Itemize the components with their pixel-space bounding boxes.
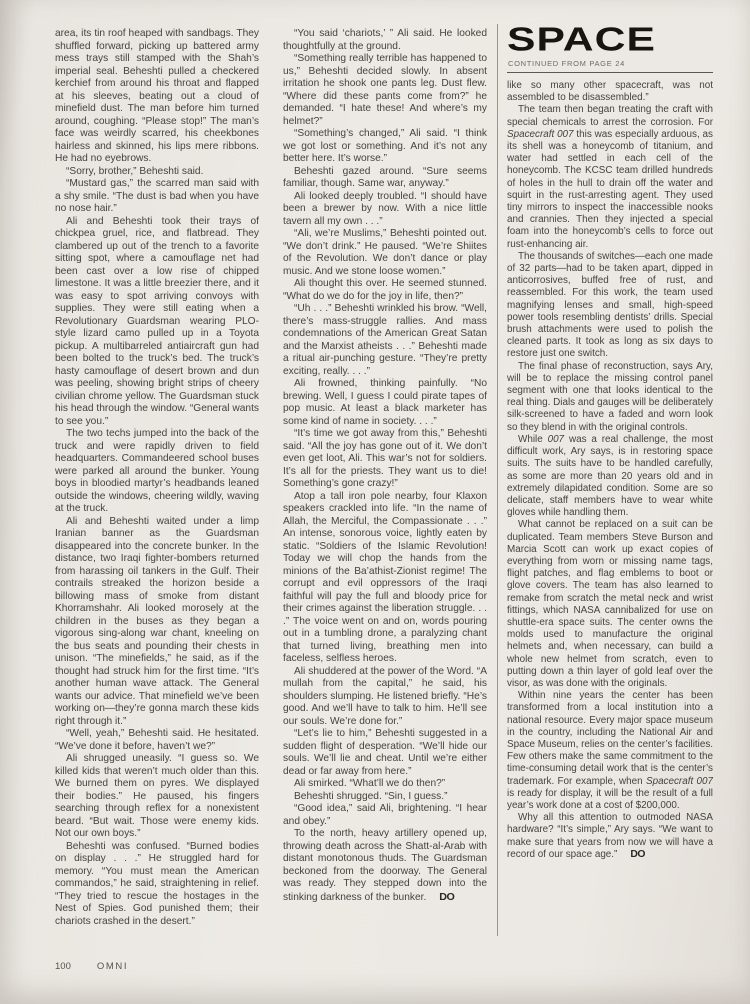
paragraph: The final phase of reconstruction, says Ary, will be to replace the missing control panel segment with one that looks identical to the real thing. Dials and gauges will be deliberately silk-screened to have a faded and worn look so they blend in with the original controls. xyxy=(507,360,713,433)
story-column-2 xyxy=(283,28,487,970)
paragraph: “Sorry, brother,” Beheshti said. xyxy=(66,165,204,177)
paragraph: “Uh . . .” Beheshti wrinkled his brow. “Well, there’s mass-struggle rallies. And mass condemnations of the American Great Satan and the Marxist atheists . . .” Beheshti made a ritual air-punching gesture. “They’re pretty exciting, really. . . .” xyxy=(283,303,487,377)
paragraph: Beheshti gazed around. “Sure seems familiar, though. Same war, anyway.” xyxy=(283,165,487,189)
paragraph: Ali looked deeply troubled. “I should have been a brewer by now. With a nice little tavern all my own . . .” xyxy=(283,190,487,227)
paragraph: The team then began treating the craft with special chemicals to arrest the corrosion. For Spacecraft 007 this was especially arduous, as its shell was a honeycomb of titanium, and water had settled in each cell of the honeycomb. The KCSC team drilled hundreds of holes in the hull to drain off the water and squirt in the rust-arresting agent. They used tiny mirrors to inspect the inaccessible nooks and crannies. Then they injected a special foam into the honeycomb’s cells to force out rust-enhancing air. xyxy=(507,104,713,250)
column-divider-rule xyxy=(497,24,498,936)
paragraph: “You said ‘chariots,’ ” Ali said. He looked thoughtfully at the ground. xyxy=(283,28,487,52)
paragraph: Ali smirked. “What’ll we do then?” xyxy=(294,778,446,789)
continued-from-line: CONTINUED FROM PAGE 24 xyxy=(508,59,625,68)
paragraph: The two techs jumped into the back of the truck and were rapidly driven to field headquarters. Commandeered school buses were parked all around the bunker. Young boys in bloodied martyr’s headbands leaned outside the windows, cheering wildly, waving at the truck. xyxy=(55,428,259,514)
paragraph: Atop a tall iron pole nearby, four Klaxon speakers crackled into life. “In the name of Allah, the Merciful, the Compassionate . . .” An intense, sonorous voice, lightly eaten by static. “Soldiers of the Islamic Revolution! Today we will chop the hands from the minions of the Ba’athist-Zionist regime! The corrupt and evil oppressors of the Iraqi faithful will pay the full and bloody price for their crimes against the liberation struggle. . . .” The voice went on and on, words pouring out in a tumbling drone, a paralyzing chant that turned living, breathing men into faceless, selfless heroes. xyxy=(283,490,487,664)
paragraph: What cannot be replaced on a suit can be duplicated. Team members Steve Burson and Marcia Scott can work up exact copies of everything from worn or missing name tags, flight patches, and flag emblems to boot or glove covers. The team has also learned to remake from scratch the metal neck and wrist fittings, which NASA cannibalized for use on shuttle-era space suits. The center owns the molds used to manufacture the original helmets and, when necessary, can build a whole new helmet from scratch, even to putting down a thin layer of gold leaf over the visor, as was done with the originals. xyxy=(507,519,713,689)
paragraph: Beheshti was confused. “Burned bodies on display . . .” He struggled hard for memory. “You must mean the American commandos,” he said, straightening in relief. “They tried to rescue the hostages in the Nest of Spies. God punished them; their chariots crashed in the desert.” xyxy=(55,840,259,927)
paragraph: “Mustard gas,” the scarred man said with a shy smile. “The dust is bad when you have no nose hair.” xyxy=(55,178,259,214)
paragraph: Beheshti shrugged. “Sin, I guess.” xyxy=(294,790,448,802)
paragraph: “Good idea,” said Ali, brightening. “I hear and obey.” xyxy=(283,803,487,827)
paragraph: “Ali, we’re Muslims,” Beheshti pointed out. “We don’t drink.” He paused. “We’re Shiites of the Revolution. We don’t dance or play music. And we stone loose women.” xyxy=(283,228,487,277)
paragraph: “Let’s lie to him,” Beheshti suggested in a sudden flight of desperation. “We’ll hide our souls. We’ll lie and cheat. Until we’re either dead or far away from here.” xyxy=(283,728,487,777)
paragraph: “Well, yeah,” Beheshti said. He hesitated. “We’ve done it before, haven’t we?” xyxy=(55,728,259,752)
page-footer xyxy=(55,961,128,972)
paragraph: While 007 was a real challenge, the most difficult work, Ary says, is in restoring space suits. The suits have to be handled carefully, as some are more than 20 years old and in extremely dilapidated condition. Some are so delicate, staff members have to wear white gloves while handling them. xyxy=(507,433,713,519)
paragraph: Ali frowned, thinking painfully. “No brewing. Well, I guess I could pirate tapes of pop music. At least a black marketer has some kind of name in society. . . .” xyxy=(283,378,487,427)
section-title-space: SPACE xyxy=(507,22,656,58)
paragraph: Ali and Beheshti waited under a limp Iranian banner as the Guardsman disappeared into the concrete bunker. In the distance, two Iraqi fighter-bombers returned from harassing oil tankers in the Gulf. Their contrails streaked the horizon beside a billowing mass of smoke from distant Khorramshahr. Ali looked morosely at the children in the buses as they began a vigorous sing-along war chant, kneeling on the bus seats and pounding their chests in unison. “The minefields,” he said, as if the thought had struck him for the first time. “It’s another human wave attack. The General wants our advice. That minefield we’ve been working on—they’re gonna march these kids right through it.” xyxy=(55,515,259,727)
story-column-1 xyxy=(55,28,259,956)
end-of-article-icon: DO xyxy=(630,849,645,860)
magazine-name: OMNI xyxy=(96,961,129,972)
article-text xyxy=(507,80,713,861)
paragraph: Ali shuddered at the power of the Word. “A mullah from the capital,” he said, his shoulders slumping. He listened briefly. “He’s good. And we’ll have to talk to him. He’ll see our souls. We’re done for.” xyxy=(283,665,487,727)
paragraph: “It’s time we got away from this,” Beheshti said. “All the joy has gone out of it. We don’t even get loot, Ali. This war’s not for soldiers. It’s all for the priests. They want us to die! Something’s gone crazy!” xyxy=(283,428,487,489)
paragraph: “Something really terrible has happened to us,” Beheshti decided slowly. In absent irritation he shook one pants leg. Dust flew. “Where did these pants come from?” he demanded. “I hate these! And where’s my helmet?” xyxy=(283,53,487,127)
paragraph: The thousands of switches—each one made of 32 parts—had to be taken apart, dipped in anticorrosives, buffed free of rust, and reassembled. For this work, the team used magnifying lenses and small, high-speed power tools resembling dentists’ drills. Special brush attachments were used to polish the cleaned parts. It took as long as six days to restore just one switch. xyxy=(507,250,713,360)
paragraph: Within nine years the center has been transformed from a local institution into a national resource. Every major space museum in the country, including the National Air and Space Museum, relies on the center’s facilities. Few others make the same commitment to the time-consuming detail work that is the center’s trademark. For example, when Spacecraft 007 is ready for display, it will be the result of a full year’s work done at a cost of $200,000. xyxy=(507,690,713,811)
header-rule xyxy=(507,72,713,73)
paragraph: To the north, heavy artillery opened up, throwing death across the Shatt-al-Arab with distant monotonous thuds. The Guardsman beckoned from the doorway. The General was ready. They stepped down into the stinking darkness of the bunker. DO xyxy=(283,828,487,903)
paragraph: “Something’s changed,” Ali said. “I think we got lost or something. And it’s not any better here. It’s worse.” xyxy=(283,128,487,164)
end-of-article-icon: DO xyxy=(439,891,455,903)
paragraph: Why all this attention to outmoded NASA hardware? “It’s simple,” Ary says. “We want to make sure that years from now we will have a record of our space age.” DO xyxy=(507,812,713,860)
paragraph: Ali thought this over. He seemed stunned. “What do we do for the joy in life, then?” xyxy=(283,278,487,302)
paragraph: area, its tin roof heaped with sandbags. They shuffled forward, picking up battered army mess trays still stamped with the Shah’s imperial seal. Beheshti pulled a checkered kerchief from around his throat and flapped at his sleeves, beating out a cloud of minefield dust. The man before him turned around, coughing. “Please stop!” The man’s face was weirdly scarred, his cheekbones hairless and skinned, his lips mere ribbons. He had no eyebrows. xyxy=(55,28,259,164)
article-column xyxy=(507,22,713,967)
paragraph: Ali shrugged uneasily. “I guess so. We killed kids that weren’t much older than this. We burned them on pyres. We displayed their bodies.” He paused, his fingers searching through reflex for a nonexistent beard. “But wait. Those were enemy kids. Not our own boys.” xyxy=(55,753,259,839)
page-number: 100 xyxy=(55,961,71,972)
paragraph: like so many other spacecraft, was not assembled to be disassembled.” xyxy=(507,80,713,104)
paragraph: Ali and Beheshti took their trays of chickpea gruel, rice, and flatbread. They clambered up out of the trench to a favorite sitting spot, where a camouflage net had been cast over a low rise of chipped limestone. It was a little breezier there, and it was easy to spot arriving convoys with supplies. They were still eating when a Revolutionary Guardsman wearing PLO-style lizard camo pulled up in a Toyota pickup. A multibarreled antiaircraft gun had been bolted to the truck’s bed. The truck’s hasty camouflage of desert brown and dun was peeling, showing bright strips of cheery civilian chrome yellow. The Guardsman stuck his head through the window. “General wants to see you.” xyxy=(55,215,259,427)
